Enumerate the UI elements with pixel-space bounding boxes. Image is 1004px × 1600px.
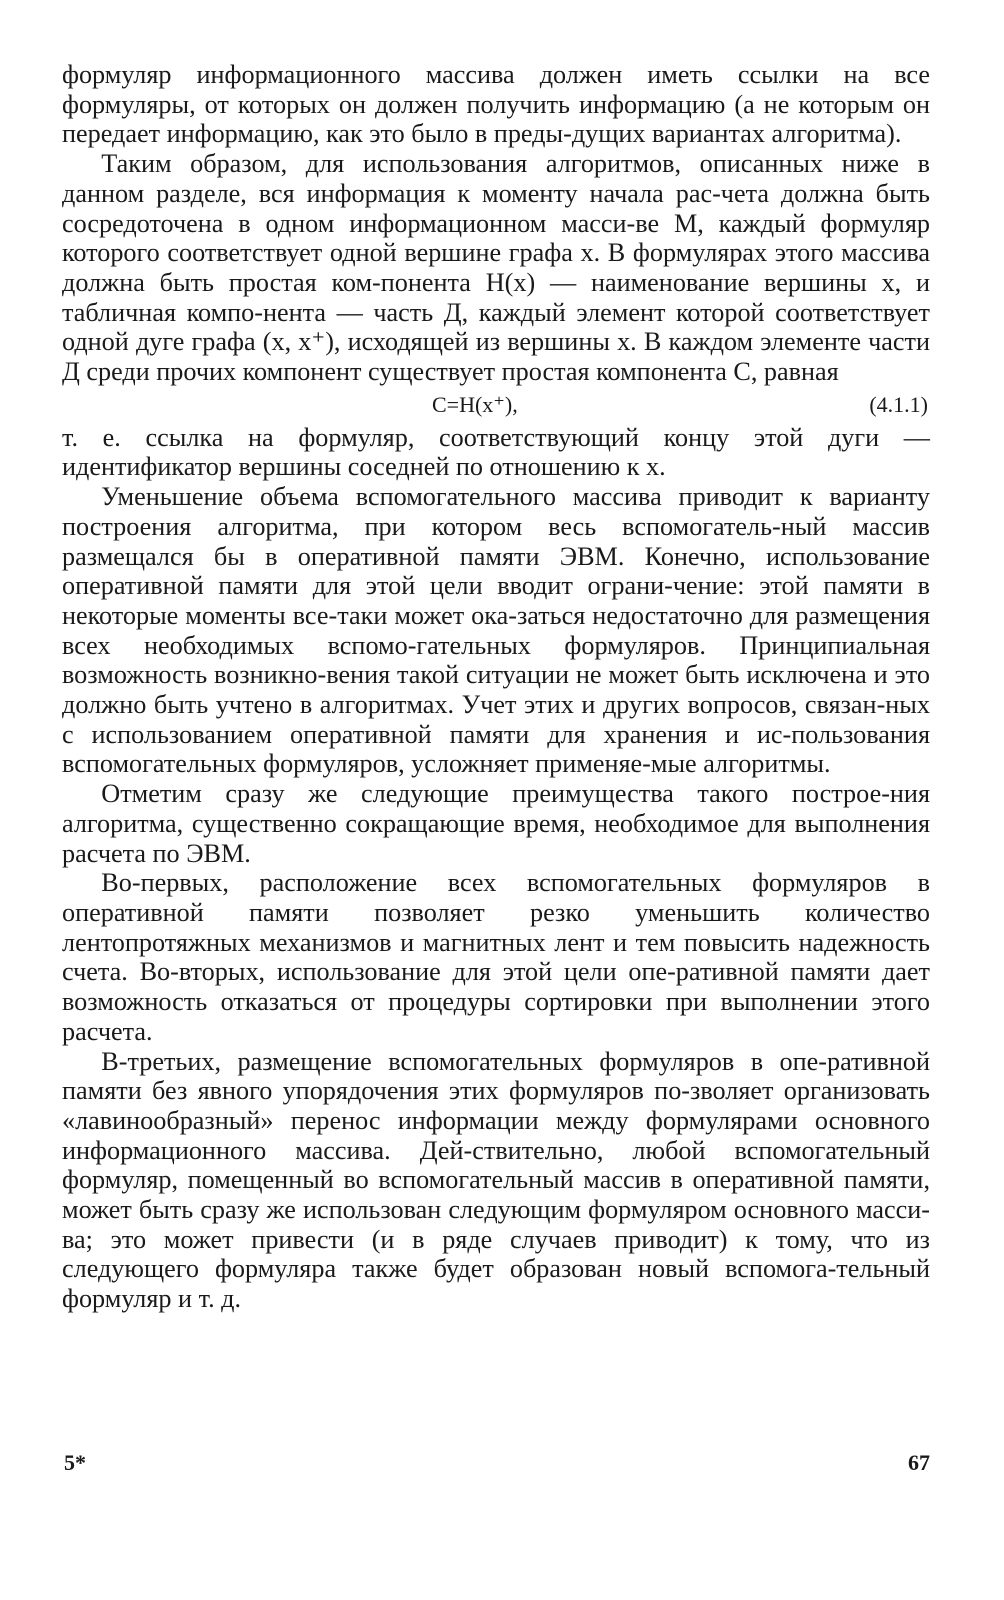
formula-4-1-1 (62, 387, 930, 423)
formula-expression: C=H(x⁺), (432, 391, 518, 417)
paragraph-advantages: Отметим сразу же следующие преимущества такого построе-ния алгоритма, существенно сокращающие время, необходимое для выполнения расчета по ЭВМ. (62, 779, 930, 868)
page-body (62, 60, 930, 1314)
paragraph-algorithm-info: Таким образом, для использования алгоритмов, описанных ниже в данном разделе, вся информация к моменту начала рас-чета должна быть сосредоточена в одном информационном масси-ве М, каждый формуляр которого соответствует одной вершине графа x. В формулярах этого массива должна быть простая ком-понента Н(x) — наименование вершины x, и табличная компо-нента — часть Д, каждый элемент которой соответствует одной дуге графа (x, x⁺), исходящей из вершины x. В каждом элементе части Д среди прочих компонент существует простая компонента С, равная (62, 149, 930, 387)
paragraph-first-second: Во-первых, расположение всех вспомогательных формуляров в оперативной памяти позволяет резко уменьшить количество лентопротяжных механизмов и магнитных лент и тем повысить надежность счета. Во-вторых, использование для этой цели опе-ративной памяти дает возможность отказаться от процедуры сортировки при выполнении этого расчета. (62, 868, 930, 1046)
paragraph-link-definition: т. е. ссылка на формуляр, соответствующий концу этой дуги — идентификатор вершины соседней по отношению к x. (62, 422, 930, 482)
signature-mark: 5* (64, 1450, 86, 1475)
paragraph-third: В-третьих, размещение вспомогательных формуляров в опе-ративной памяти без явного упорядочения этих формуляров по-зволяет организовать «лавинообразный» перенос информации между формулярами основного информационного массива. Дей-ствительно, любой вспомогательный формуляр, помещенный во вспомогательный массив в оперативной памяти, может быть сразу же использован следующим формуляром основного масси-ва; это может привести (и в ряде случаев приводит) к тому, что из следующего формуляра также будет образован новый вспомога-тельный формуляр и т. д. (62, 1046, 930, 1314)
paragraph-memory-reduction: Уменьшение объема вспомогательного массива приводит к варианту построения алгоритма, при котором весь вспомогатель-ный массив размещался бы в оперативной памяти ЭВМ. Конечно, использование оперативной памяти для этой цели вводит ограни-чение: этой памяти в некоторые моменты все-таки может ока-заться недостаточно для размещения всех необходимых вспомо-гательных формуляров. Принципиальная возможность возникно-вения такой ситуации не может быть исключена и это должно быть учтено в алгоритмах. Учет этих и других вопросов, связан-ных с использованием оперативной памяти для хранения и ис-пользования вспомогательных формуляров, усложняет применяе-мые алгоритмы. (62, 482, 930, 779)
formula-number: (4.1.1) (869, 391, 928, 417)
paragraph-continuation: формуляр информационного массива должен иметь ссылки на все формуляры, от которых он должен получить информацию (а не которым он передает информацию, как это было в преды-дущих вариантах алгоритма). (62, 60, 930, 149)
page-number: 67 (908, 1450, 930, 1475)
